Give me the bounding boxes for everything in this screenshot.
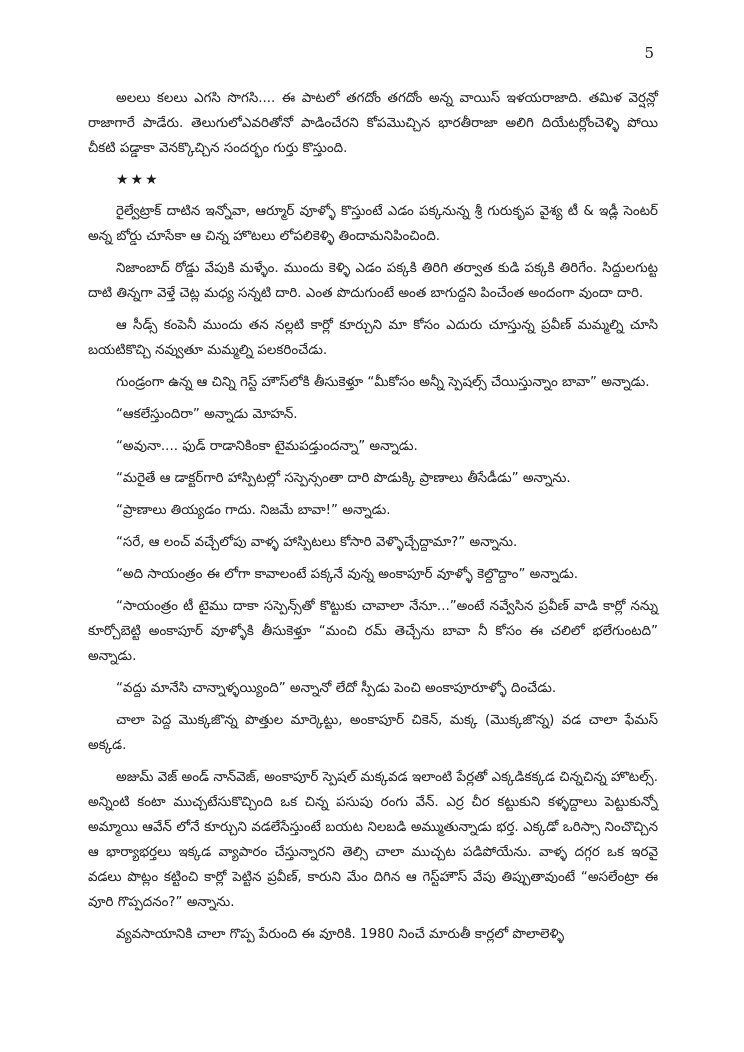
body-text (88, 86, 658, 954)
paragraph: అజుమ్ వెజ్ అండ్ నాన్‌వెజ్, అంకాపూర్ స్పెషల్ మక్కవడ ఇలాంటి పేర్లతో ఎక్కడికక్కడ చిన్నచిన్న హొటల్స్. అన్నింటి కంటా ముచ్చటేసుకొచ్చింది ఒక చిన్న పసుపు రంగు వేన్. ఎర్ర చీర కట్టుకుని కళ్ళద్దాలు పెట్టుకున్నో అమ్మాయి ఆవేన్ లోనే కూర్చుని వడలేసేస్తుంటే బయట నిలబడి అమ్ముతున్నాడు భర్త. ఎక్కడో ఒరిస్సా నించొచ్చిన ఆ భార్యాభర్తలు ఇక్కడ వ్యాపారం చేస్తున్నారని తెల్సి చాలా ముచ్చట పడిపోయేను. వాళ్ళ దగ్గర ఒక ఇరవై వడలు పొట్లం కట్టించి కార్లో పెట్టిన ప్రవీణ్, కారుని మేం దిగిన ఆ గెస్ట్‌హౌస్ వేపు తిప్పుతావుంటే “అసలేంట్రా ఈ వూరి గొప్పదనం?” అన్నాను. (88, 770, 658, 910)
paragraph: “అది సాయంత్రం ఈ లోగా కావాలంటే పక్కనే వున్న అంకాపూర్ వూళ్ళో కెల్దొద్దాం” అన్నాడు. (116, 567, 578, 582)
paragraph: అలలు కలలు ఎగసి సొగసి.... ఈ పాటలో తగదోం తగదోం అన్న వాయిస్ ఇళయరాజాది. తమిళ వెర్షన్లో రాజాగారే పాడేరు. తెలుగులోఎవరితోనో పాడించేరని కోపమొచ్చిన భారతీరాజా అలిగి దియేటర్లోంచెళ్ళి పోయి చీకటి పడ్డాకా వెనక్కొచ్చిన సందర్భం గుర్తు కొస్తుంది. (88, 91, 658, 156)
paragraph: “మరైతే ఆ డాక్టర్‌గారి హాస్పిటల్లో సస్పెన్సంతా దారి పొడుక్కి ప్రాణాలు తీసేడీడు” అన్నాను. (116, 471, 571, 486)
paragraph: గుండ్రంగా ఉన్న ఆ చిన్ని గెస్ట్ హౌస్‌లోకి తీసుకెళ్తూ “మీకోసం అన్నీ స్పెషల్స్ చేయిస్తున్నాం బావా” అన్నాడు. (116, 375, 650, 390)
paragraph: “ప్రాణాలు తియ్యడం గాదు. నిజమే బావా!” అన్నాడు. (116, 503, 391, 518)
paragraph: “ఆకలేస్తుందిరా” అన్నాడు మోహన్. (116, 407, 298, 422)
paragraph: నిజాంబాద్ రోడ్డు వేపుకి మళ్ళేం. ముందు కెళ్ళి ఎడం పక్కకి తిరిగి తర్వాత కుడి పక్కకి తిరిగేం. సిద్దులగుట్ట దాటి తిన్నగా వెళ్తే చెట్ల మధ్య సన్నటి దారి. ఎంత పొదుగుంటే అంత బాగుద్దని పించేంత అందంగా వుందా దారి. (88, 261, 658, 301)
section-break: ★★★ (116, 172, 160, 188)
paragraph: “సాయంత్రం టీ టైము దాకా సస్పెన్స్‌తో కొట్టుకు చావాలా నేనూ...”అంటే నవ్వేసిన ప్రవీణ్ వాడి కార్లో నన్ను కూర్చోబెట్టి అంకాపూర్ వూళ్ళోకి తీసుకెళ్తూ “మంచి రమ్ తెచ్చేను బావా నీ కోసం ఈ చలిలో భలేగుంటది” అన్నాడు. (88, 599, 658, 664)
paragraph: రైల్వేట్రాక్ దాటిన ఇన్నోవా, ఆర్మూర్ వూళ్ళో కొస్తుంటే ఎడం పక్కనున్న శ్రీ గురుకృప వైశ్య టీ & ఇడ్లీ సెంటర్ అన్న బోర్డు చూసేకా ఆ చిన్న హొటలు లోపలికెళ్ళి తిందామనిపించింది. (88, 204, 658, 244)
paragraph: ఆ సీడ్స్ కంపెనీ ముందు తన నల్లటి కార్లో కూర్చుని మా కోసం ఎదురు చూస్తున్న ప్రవీణ్ మమ్మల్ని చూసి బయటికొచ్చి నవ్వుతూ మమ్మల్ని పలకరించేడు. (88, 318, 658, 358)
page-number: 5 (644, 44, 654, 62)
paragraph: చాలా పెద్ద మొక్కజొన్న పొత్తుల మార్కెట్టు, అంకాపూర్ చికెన్, మక్క (మొక్కజొన్న) వడ చాలా ఫేమస్ అక్కడ. (88, 713, 658, 753)
paragraph: వ్యవసాయానికి చాలా గొప్ప పేరుంది ఈ వూరికి. 1980 నించే మారుతీ కార్లలో పొలాలెళ్ళి (116, 927, 565, 942)
paragraph: “వద్దు మానేసి చాన్నాళ్ళయ్యింది” అన్నానో లేదో స్పీడు పెంచి అంకాపూరూళ్ళో దించేడు. (116, 681, 557, 696)
paragraph: “అవునా.... ఫుడ్ రాడానికింకా టైమపడ్తుందన్నా” అన్నాడు. (116, 439, 418, 454)
paragraph: “సరే, ఆ లంచ్ వచ్చేలోపు వాళ్ళ హాస్పిటలు కోసారి వెళ్ళొచ్చేద్దామా?” అన్నాను. (116, 535, 518, 550)
